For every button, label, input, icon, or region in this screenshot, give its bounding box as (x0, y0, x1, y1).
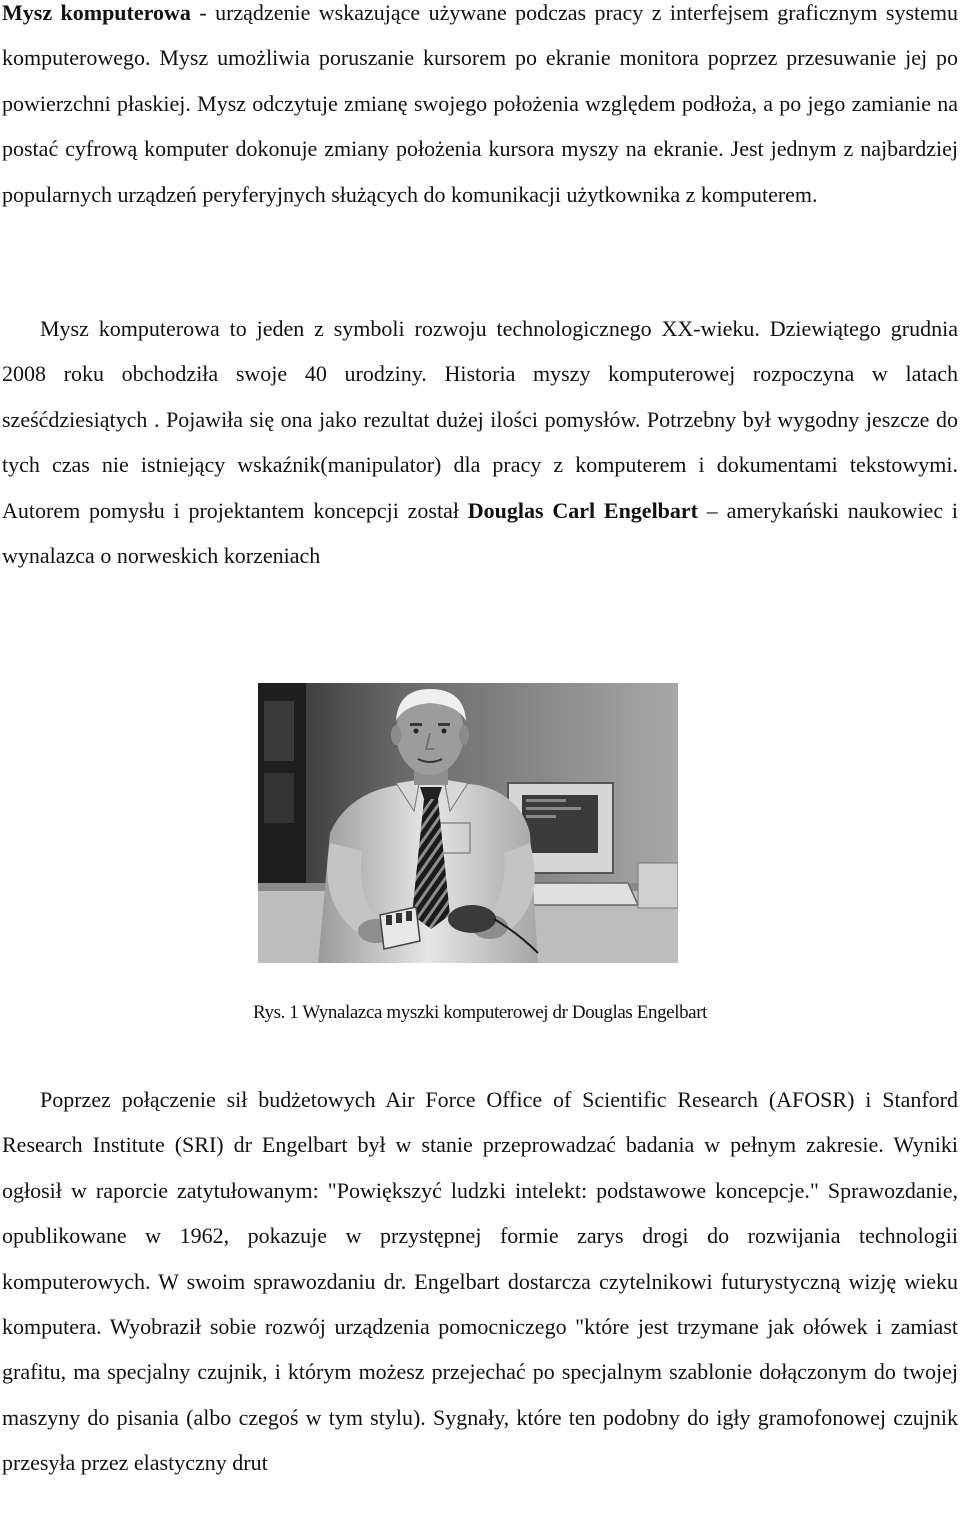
paragraph-history (2, 306, 958, 578)
history-text-after: – amerykański naukowiec i wynalazca o norweskich korzeniach (2, 497, 958, 569)
paragraph-research (2, 1077, 958, 1486)
engelbart-photo-illustration (258, 683, 678, 963)
photo-engelbart (258, 683, 678, 963)
history-text-before: Mysz komputerowa to jeden z symboli rozwoju technologicznego XX-wieku. Dziewiątego grudnia 2008 roku obchodziła swoje 40 urodziny. Historia myszy komputerowej rozpoczyna w latach sześćdziesiątych . Pojawiła się ona jako rezultat dużej ilości pomysłów. Potrzebny był wygodny jeszcze do tych czas nie istniejący wskaźnik(manipulator) dla pracy z komputerem i dokumentami tekstowymi. Autorem pomysłu i projektantem koncepcji został (2, 316, 958, 523)
inventor-name: Douglas Carl Engelbart (467, 497, 699, 523)
term-mysz-komputerowa: Mysz komputerowa (2, 0, 191, 25)
definition-text: - urządzenie wskazujące używane podczas pracy z interfejsem graficznym systemu komputerowego. Mysz umożliwia poruszanie kursorem po ekranie monitora poprzez przesuwanie jej po powierzchni płaskiej. Mysz odczytuje zmianę swojego położenia względem podłoża, a po jego zamianie na postać cyfrową komputer dokonuje zmiany położenia kursora myszy na ekranie. Jest jednym z najbardziej popularnych urządzeń peryferyjnych służących do komunikacji użytkownika z komputerem. (2, 0, 959, 207)
paragraph-definition (2, 0, 958, 217)
figure-caption: Rys. 1 Wynalazca myszki komputerowej dr Douglas Engelbart (252, 1002, 708, 1023)
research-text: Poprzez połączenie sił budżetowych Air Force Office of Scientific Research (AFOSR) i Stanford Research Institute (SRI) dr Engelbart był w stanie przeprowadzać badania w pełnym zakresie. Wyniki ogłosił w raporcie zatytułowanym: "Powiększyć ludzki intelekt: podstawowe koncepcje." Sprawozdanie, opublikowane w 1962, pokazuje w przystępnej formie zarys drogi do rozwijania technologii komputerowych. W swoim sprawozdaniu dr. Engelbart dostarcza czytelnikowi futurystyczną wizję wieku komputera. Wyobraził sobie rozwój urządzenia pomocniczego "które jest trzymane jak ołówek i zamiast grafitu, ma specjalny czujnik, i którym możesz przejechać po specjalnym szablonie dołączonym do twojej maszyny do pisania (albo czegoś w tym stylu). Sygnały, które ten podobny do igły gramofonowej czujnik przesyła przez elastyczny drut (2, 1087, 958, 1476)
